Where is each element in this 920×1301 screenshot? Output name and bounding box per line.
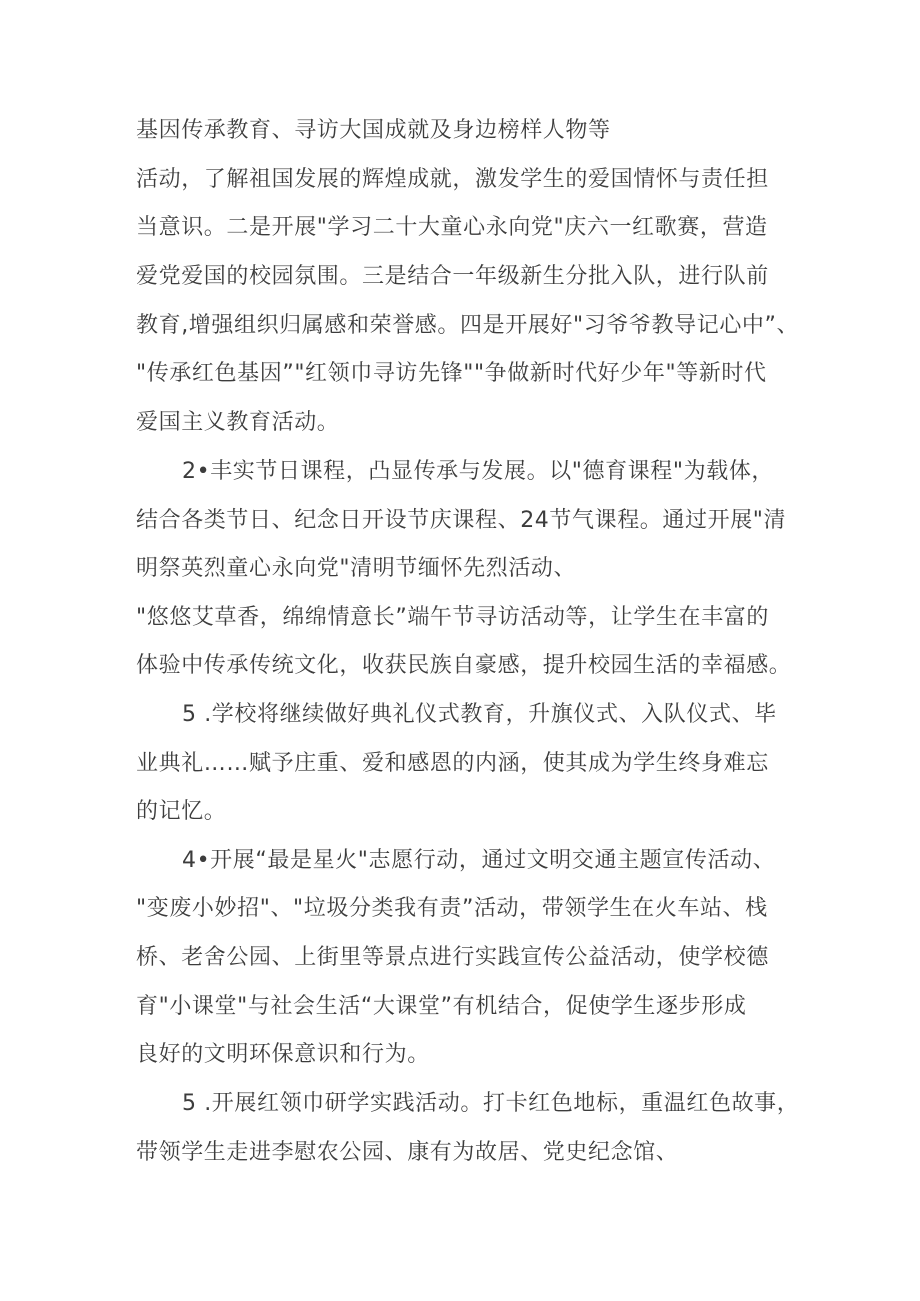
paragraph-2-line-4: "悠悠艾草香，绵绵情意长”端午节寻访活动等，让学生在丰富的 <box>136 605 769 630</box>
paragraph-1-line-1: 基因传承教育、寻访大国成就及身边榜样人物等 <box>136 118 611 143</box>
paragraph-3-line-2: 业典礼……赋予庄重、爱和感恩的内涵，使其成为学生终身难忘 <box>136 751 769 776</box>
paragraph-1-line-3: 当意识。二是开展"学习二十大童心永向党"庆六一红歌赛，营造 <box>136 215 768 240</box>
paragraph-1-line-4: 爱党爱国的校园氛围。三是结合一年级新生分批入队，进行队前 <box>136 264 769 289</box>
paragraph-5-line-2: 带领学生走进李慰农公园、康有为故居、党史纪念馆、 <box>136 1140 679 1165</box>
paragraph-4-line-1: 4•开展“最是星火"志愿行动，通过文明交通主题宣传活动、 <box>182 848 776 873</box>
paragraph-3-line-3: 的记忆。 <box>136 799 227 824</box>
paragraph-2-line-5: 体验中传承传统文化，收获民族自豪感，提升校园生活的幸福感。 <box>136 653 792 678</box>
paragraph-4-line-2: "变废小妙招"、"垃圾分类我有责”活动，带领学生在火车站、栈 <box>136 896 768 921</box>
paragraph-4-line-4: 育"小课堂"与社会生活“大课堂”有机结合，促使学生逐步形成 <box>136 994 747 1019</box>
paragraph-2-line-3: 明祭英烈童心永向党"清明节缅怀先烈活动、 <box>136 556 577 581</box>
paragraph-3-line-1: 5 .学校将继续做好典礼仪式教育，升旗仪式、入队仪式、毕 <box>182 702 777 727</box>
paragraph-2-line-1: 2•丰实节日课程，凸显传承与发展。以"德育课程"为载体， <box>182 459 775 484</box>
paragraph-1-line-2: 活动，了解祖国发展的辉煌成就，激发学生的爱国情怀与责任担 <box>136 167 769 192</box>
paragraph-4-line-3: 桥、老舍公园、上街里等景点进行实践宣传公益活动，使学校德 <box>136 945 769 970</box>
paragraph-5-line-1: 5 .开展红领巾研学实践活动。打卡红色地标，重温红色故事， <box>182 1091 800 1116</box>
paragraph-2-line-2: 结合各类节日、纪念日开设节庆课程、24节气课程。通过开展"清 <box>136 508 787 533</box>
paragraph-1-line-7: 爱国主义教育活动。 <box>136 410 340 435</box>
paragraph-4-line-5: 良好的文明环保意识和行为。 <box>136 1042 430 1067</box>
paragraph-1-line-5: 教育,增强组织归属感和荣誉感。四是开展好"习爷爷教导记心中”、 <box>136 313 800 338</box>
paragraph-1-line-6: "传承红色基因”"红领巾寻访先锋""争做新时代好少年"等新时代 <box>136 361 767 386</box>
